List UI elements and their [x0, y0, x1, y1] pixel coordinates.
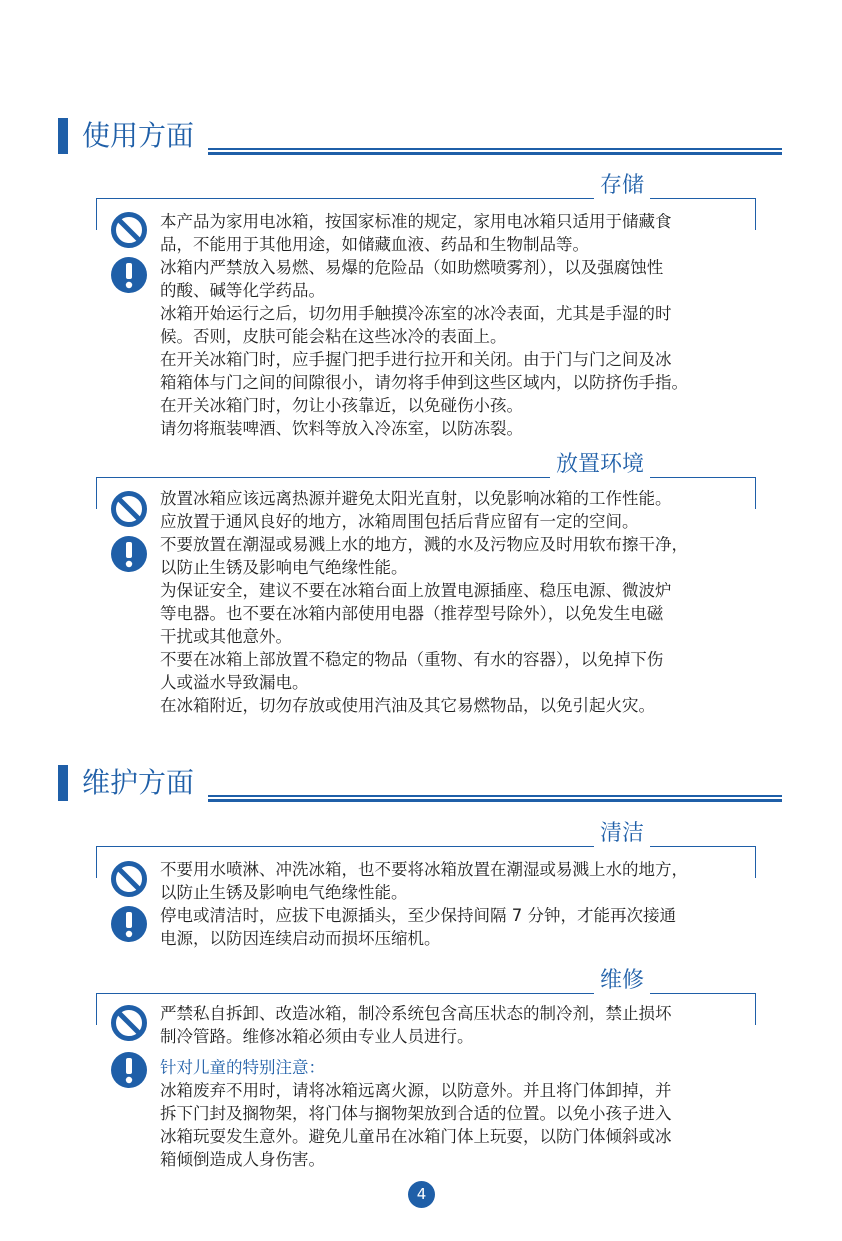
text-line: 严禁私自拆卸、改造冰箱，制冷系统包含高压状态的制冷剂，禁止损坏 — [160, 1004, 672, 1023]
section-heading-usage — [58, 118, 782, 158]
text-line: 不要放置在潮湿或易溅上水的地方，溅的水及污物应及时用软布擦干净， — [160, 535, 688, 554]
warning-icon — [110, 905, 148, 943]
text-line: 干扰或其他意外。 — [160, 627, 292, 646]
divider — [208, 152, 782, 155]
text-line: 以防止生锈及影响电气绝缘性能。 — [160, 883, 408, 902]
text-line: 请勿将瓶装啤酒、饮料等放入冷冻室，以防冻裂。 — [160, 419, 523, 438]
box-title: 维修 — [594, 966, 650, 996]
box-title: 清洁 — [594, 819, 650, 849]
text-line: 制冷管路。维修冰箱必须由专业人员进行。 — [160, 1027, 474, 1046]
text-line: 冰箱内严禁放入易燃、易爆的危险品（如助燃喷雾剂），以及强腐蚀性 — [160, 258, 664, 277]
text-line: 放置冰箱应该远离热源并避免太阳光直射，以免影响冰箱的工作性能。 — [160, 489, 672, 508]
section-title: 使用方面 — [82, 119, 195, 152]
warning-icon — [110, 535, 148, 573]
box-title: 存储 — [594, 171, 650, 201]
text-line: 冰箱废弃不用时，请将冰箱远离火源，以防意外。并且将门体卸掉，并 — [160, 1081, 672, 1100]
page-number: 4 — [408, 1181, 435, 1208]
text-line: 为保证安全，建议不要在冰箱台面上放置电源插座、稳压电源、微波炉 — [160, 581, 672, 600]
divider — [208, 148, 782, 150]
box-title: 放置环境 — [550, 450, 650, 480]
text-line: 在开关冰箱门时，应手握门把手进行拉开和关闭。由于门与门之间及冰 — [160, 350, 672, 369]
warning-icon — [110, 1051, 148, 1089]
box-border — [96, 198, 756, 199]
text-line: 冰箱玩耍发生意外。避免儿童吊在冰箱门体上玩耍，以防门体倾斜或冰 — [160, 1127, 672, 1146]
text-line: 不要用水喷淋、冲洗冰箱，也不要将冰箱放置在潮湿或易溅上水的地方， — [160, 860, 688, 879]
text-line: 在冰箱附近，切勿存放或使用汽油及其它易燃物品，以免引起火灾。 — [160, 696, 655, 715]
prohibited-icon — [110, 211, 148, 249]
box-border — [96, 198, 97, 230]
text-line: 候。否则，皮肤可能会粘在这些冰冷的表面上。 — [160, 327, 507, 346]
prohibited-icon — [110, 490, 148, 528]
heading-bar — [58, 765, 68, 801]
text-line: 拆下门封及搁物架，将门体与搁物架放到合适的位置。以免小孩子进入 — [160, 1104, 672, 1123]
heading-bar — [58, 118, 68, 154]
repair-text — [160, 1002, 760, 1171]
box-border — [96, 993, 756, 994]
text-line: 等电器。也不要在冰箱内部使用电器（推荐型号除外），以免发生电磁 — [160, 604, 664, 623]
text-line: 在开关冰箱门时，勿让小孩靠近，以免碰伤小孩。 — [160, 396, 523, 415]
text-line: 品，不能用于其他用途，如储藏血液、药品和生物制品等。 — [160, 235, 589, 254]
prohibited-icon — [110, 1004, 148, 1042]
box-border — [96, 477, 97, 509]
divider — [208, 799, 782, 802]
section-title: 维护方面 — [82, 766, 195, 799]
prohibited-icon — [110, 860, 148, 898]
text-line: 箱倾倒造成人身伤害。 — [160, 1150, 325, 1169]
cleaning-text — [160, 858, 760, 950]
placement-text — [160, 487, 760, 717]
text-line: 冰箱开始运行之后，切勿用手触摸冷冻室的冰冷表面，尤其是手湿的时 — [160, 304, 672, 323]
box-border — [96, 846, 756, 847]
text-line: 电源，以防因连续启动而损坏压缩机。 — [160, 929, 441, 948]
text-line: 以防止生锈及影响电气绝缘性能。 — [160, 558, 408, 577]
text-line: 不要在冰箱上部放置不稳定的物品（重物、有水的容器），以免掉下伤 — [160, 650, 664, 669]
box-border — [96, 993, 97, 1025]
text-line: 人或溢水导致漏电。 — [160, 673, 309, 692]
warning-icon — [110, 256, 148, 294]
children-note-heading: 针对儿童的特别注意： — [160, 1058, 325, 1077]
text-line: 停电或清洁时，应拔下电源插头，至少保持间隔 7 分钟，才能再次接通 — [160, 906, 676, 925]
box-border — [96, 477, 756, 478]
storage-text — [160, 210, 760, 440]
text-line: 本产品为家用电冰箱，按国家标准的规定，家用电冰箱只适用于储藏食 — [160, 212, 672, 231]
section-heading-maintenance — [58, 765, 782, 805]
text-line: 的酸、碱等化学药品。 — [160, 281, 325, 300]
text-line: 应放置于通风良好的地方，冰箱周围包括后背应留有一定的空间。 — [160, 512, 639, 531]
box-border — [96, 846, 97, 878]
divider — [208, 795, 782, 797]
text-line: 箱箱体与门之间的间隙很小，请勿将手伸到这些区域内，以防挤伤手指。 — [160, 373, 688, 392]
